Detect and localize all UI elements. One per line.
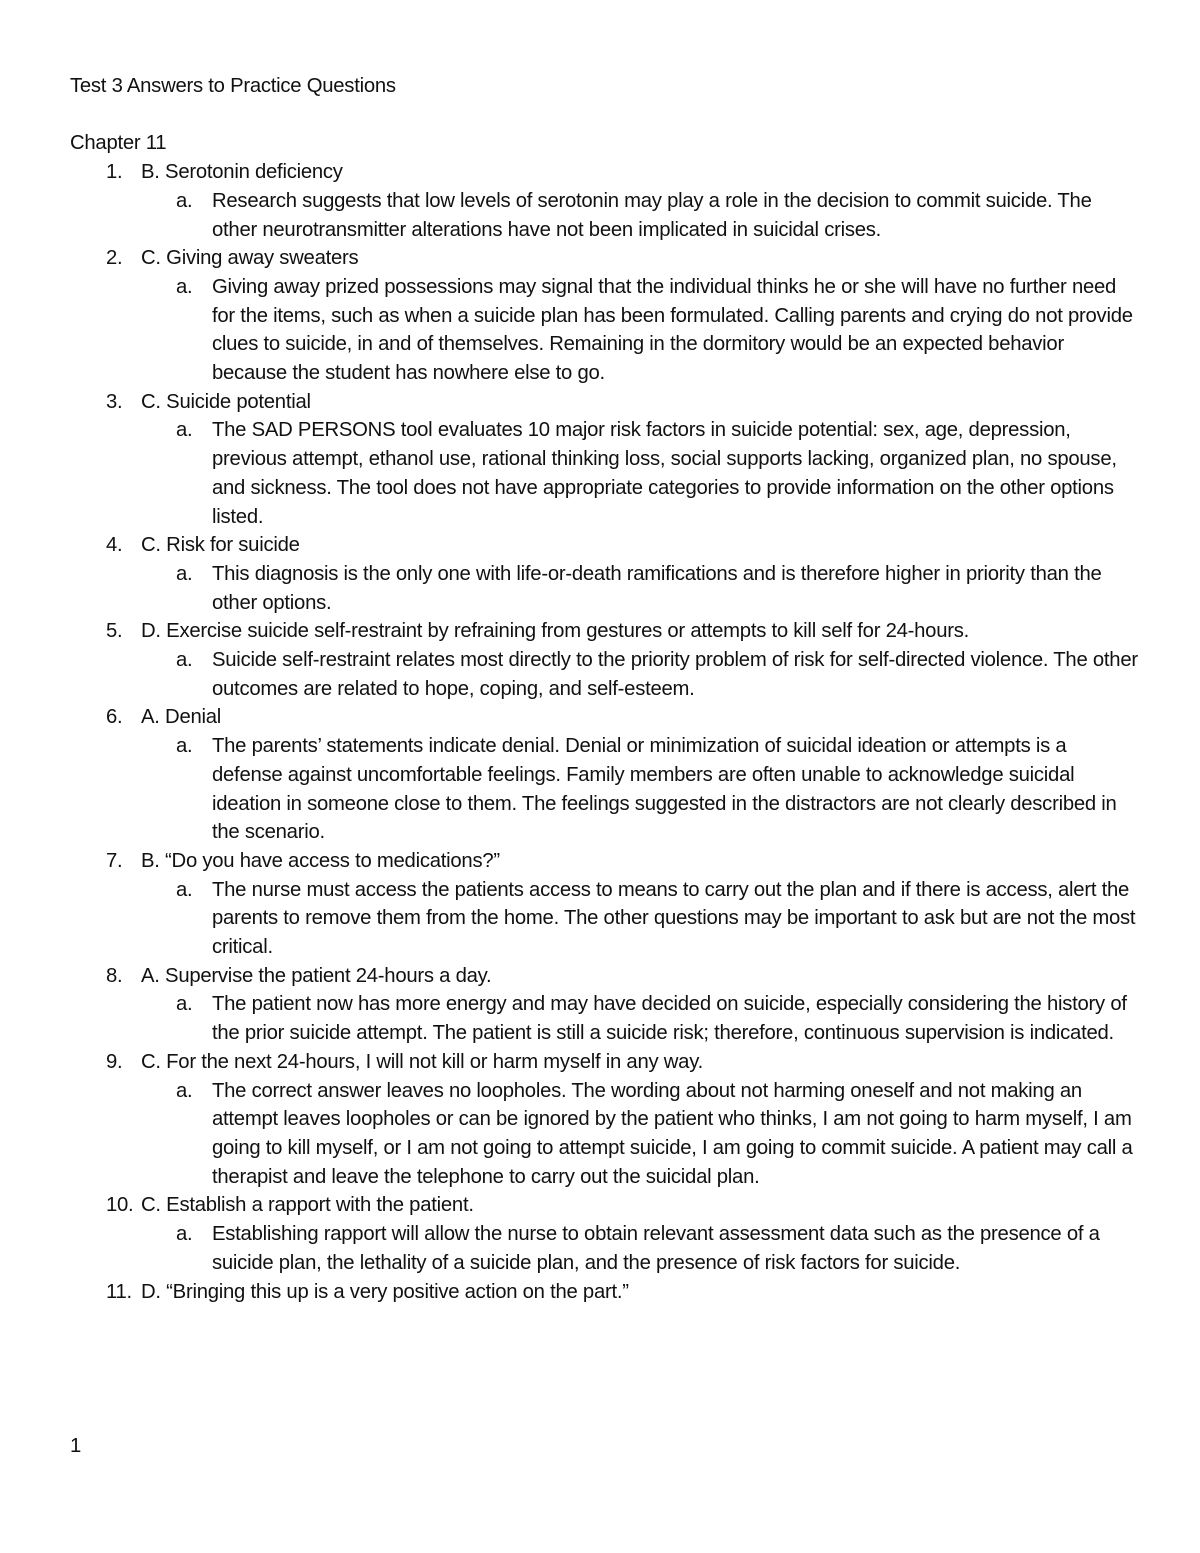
question-item-9 [70, 1048, 1140, 1192]
rationale-item [141, 876, 1140, 962]
rationale-list [141, 1220, 1140, 1277]
rationale-letter: a. [176, 419, 193, 442]
rationale-item [141, 990, 1140, 1047]
rationale-letter: a. [176, 735, 193, 758]
question-answer: B. “Do you have access to medications?” [141, 849, 500, 872]
rationale-item [141, 416, 1140, 531]
question-answer: C. Establish a rapport with the patient. [141, 1194, 474, 1217]
question-item-6 [70, 703, 1140, 847]
rationale-item [141, 273, 1140, 388]
question-item-5 [70, 617, 1140, 703]
rationale-letter: a. [176, 189, 193, 212]
question-answer: A. Supervise the patient 24-hours a day. [141, 964, 492, 987]
rationale-item [141, 732, 1140, 847]
question-answer: C. Risk for suicide [141, 534, 300, 557]
rationale-text: Research suggests that low levels of serotonin may play a role in the decision to commit suicide. The other neurotransmitter alterations have not been implicated in suicidal crises. [212, 189, 1092, 241]
rationale-list [141, 560, 1140, 617]
page-number: 1 [70, 1435, 82, 1457]
rationale-text: Giving away prized possessions may signal that the individual thinks he or she will have no further need for the items, such as when a suicide plan has been formulated. Calling parents and crying do not provide clues to suicide, in and of themselves. Remaining in the dormitory would be an expected behavior because the student has nowhere else to go. [212, 275, 1133, 385]
rationale-letter: a. [176, 649, 193, 672]
rationale-item [141, 646, 1140, 703]
question-item-2 [70, 244, 1140, 388]
chapter-heading: Chapter 11 [70, 132, 167, 155]
rationale-list [141, 416, 1140, 531]
question-item-11 [70, 1278, 1140, 1307]
question-number: 1. [106, 161, 123, 184]
rationale-text: The patient now has more energy and may have decided on suicide, especially considering the history of the prior suicide attempt. The patient is still a suicide risk; therefore, continuous supervision is indicated. [212, 993, 1127, 1045]
question-number: 4. [106, 534, 123, 557]
question-answer: C. Giving away sweaters [141, 247, 359, 270]
rationale-text: Establishing rapport will allow the nurse to obtain relevant assessment data such as the presence of a suicide plan, the lethality of a suicide plan, and the presence of risk factors for suicide. [212, 1223, 1100, 1274]
question-item-4 [70, 531, 1140, 617]
rationale-text: The correct answer leaves no loopholes. The wording about not harming oneself and not making an attempt leaves loopholes or can be ignored by the patient who thinks, I am not going to harm myself, I am going to kill myself, or I am not going to attempt suicide, I am going to commit suicide. A patient may call a therapist and leave the telephone to carry out the suicidal plan. [212, 1079, 1133, 1188]
rationale-item [141, 560, 1140, 617]
rationale-letter: a. [176, 562, 193, 585]
question-number: 2. [106, 247, 123, 270]
question-answer: A. Denial [141, 706, 222, 729]
rationale-list [141, 990, 1140, 1047]
rationale-text: The nurse must access the patients access to means to carry out the plan and if there is access, alert the parents to remove them from the home. The other questions may be important to ask but are not the most critical. [212, 878, 1136, 959]
rationale-letter: a. [176, 993, 193, 1016]
question-number: 7. [106, 849, 123, 872]
question-answer: C. Suicide potential [141, 390, 311, 413]
rationale-list [141, 273, 1140, 388]
question-answer: B. Serotonin deficiency [141, 161, 343, 184]
question-item-3 [70, 388, 1140, 532]
rationale-list [141, 646, 1140, 703]
question-number: 3. [106, 390, 123, 413]
question-number: 5. [106, 620, 123, 643]
rationale-item [141, 1077, 1140, 1192]
rationale-item [141, 1220, 1140, 1277]
rationale-text: Suicide self-restraint relates most directly to the priority problem of risk for self-directed violence. The other outcomes are related to hope, coping, and self-esteem. [212, 649, 1138, 700]
rationale-text: The parents’ statements indicate denial. Denial or minimization of suicidal ideation or attempts is a defense against uncomfortable feelings. Family members are often unable to acknowledge suicidal ideation in someone close to them. The feelings suggested in the distractors are not clearly described in the scenario. [212, 735, 1117, 844]
document-body [70, 72, 1140, 1306]
question-item-10 [70, 1191, 1140, 1277]
rationale-text: This diagnosis is the only one with life-or-death ramifications and is therefore higher in priority than the other options. [212, 562, 1102, 614]
question-number: 10. [106, 1194, 134, 1217]
question-item-7 [70, 847, 1140, 962]
rationale-list [141, 1077, 1140, 1192]
question-number: 11. [106, 1280, 132, 1303]
rationale-letter: a. [176, 275, 193, 298]
rationale-letter: a. [176, 878, 193, 901]
question-answer: D. Exercise suicide self-restraint by refraining from gestures or attempts to kill self for 24-hours. [141, 620, 970, 643]
rationale-list [141, 876, 1140, 962]
question-number: 9. [106, 1050, 123, 1073]
question-number: 6. [106, 706, 123, 729]
question-answer: C. For the next 24-hours, I will not kill or harm myself in any way. [141, 1050, 703, 1073]
question-number: 8. [106, 964, 123, 987]
rationale-letter: a. [176, 1223, 193, 1246]
question-list [70, 158, 1140, 1306]
question-item-1 [70, 158, 1140, 244]
question-answer: D. “Bringing this up is a very positive action on the part.” [141, 1280, 629, 1303]
page-title: Test 3 Answers to Practice Questions [70, 75, 396, 97]
rationale-item [141, 187, 1140, 244]
rationale-list [141, 187, 1140, 244]
rationale-list [141, 732, 1140, 847]
rationale-text: The SAD PERSONS tool evaluates 10 major risk factors in suicide potential: sex, age, depression, previous attempt, ethanol use, rational thinking loss, social supports lacking, organized plan, no spouse, and sickness. The tool does not have appropriate categories to provide information on the other options listed. [212, 419, 1117, 528]
question-item-8 [70, 962, 1140, 1048]
rationale-letter: a. [176, 1079, 193, 1102]
